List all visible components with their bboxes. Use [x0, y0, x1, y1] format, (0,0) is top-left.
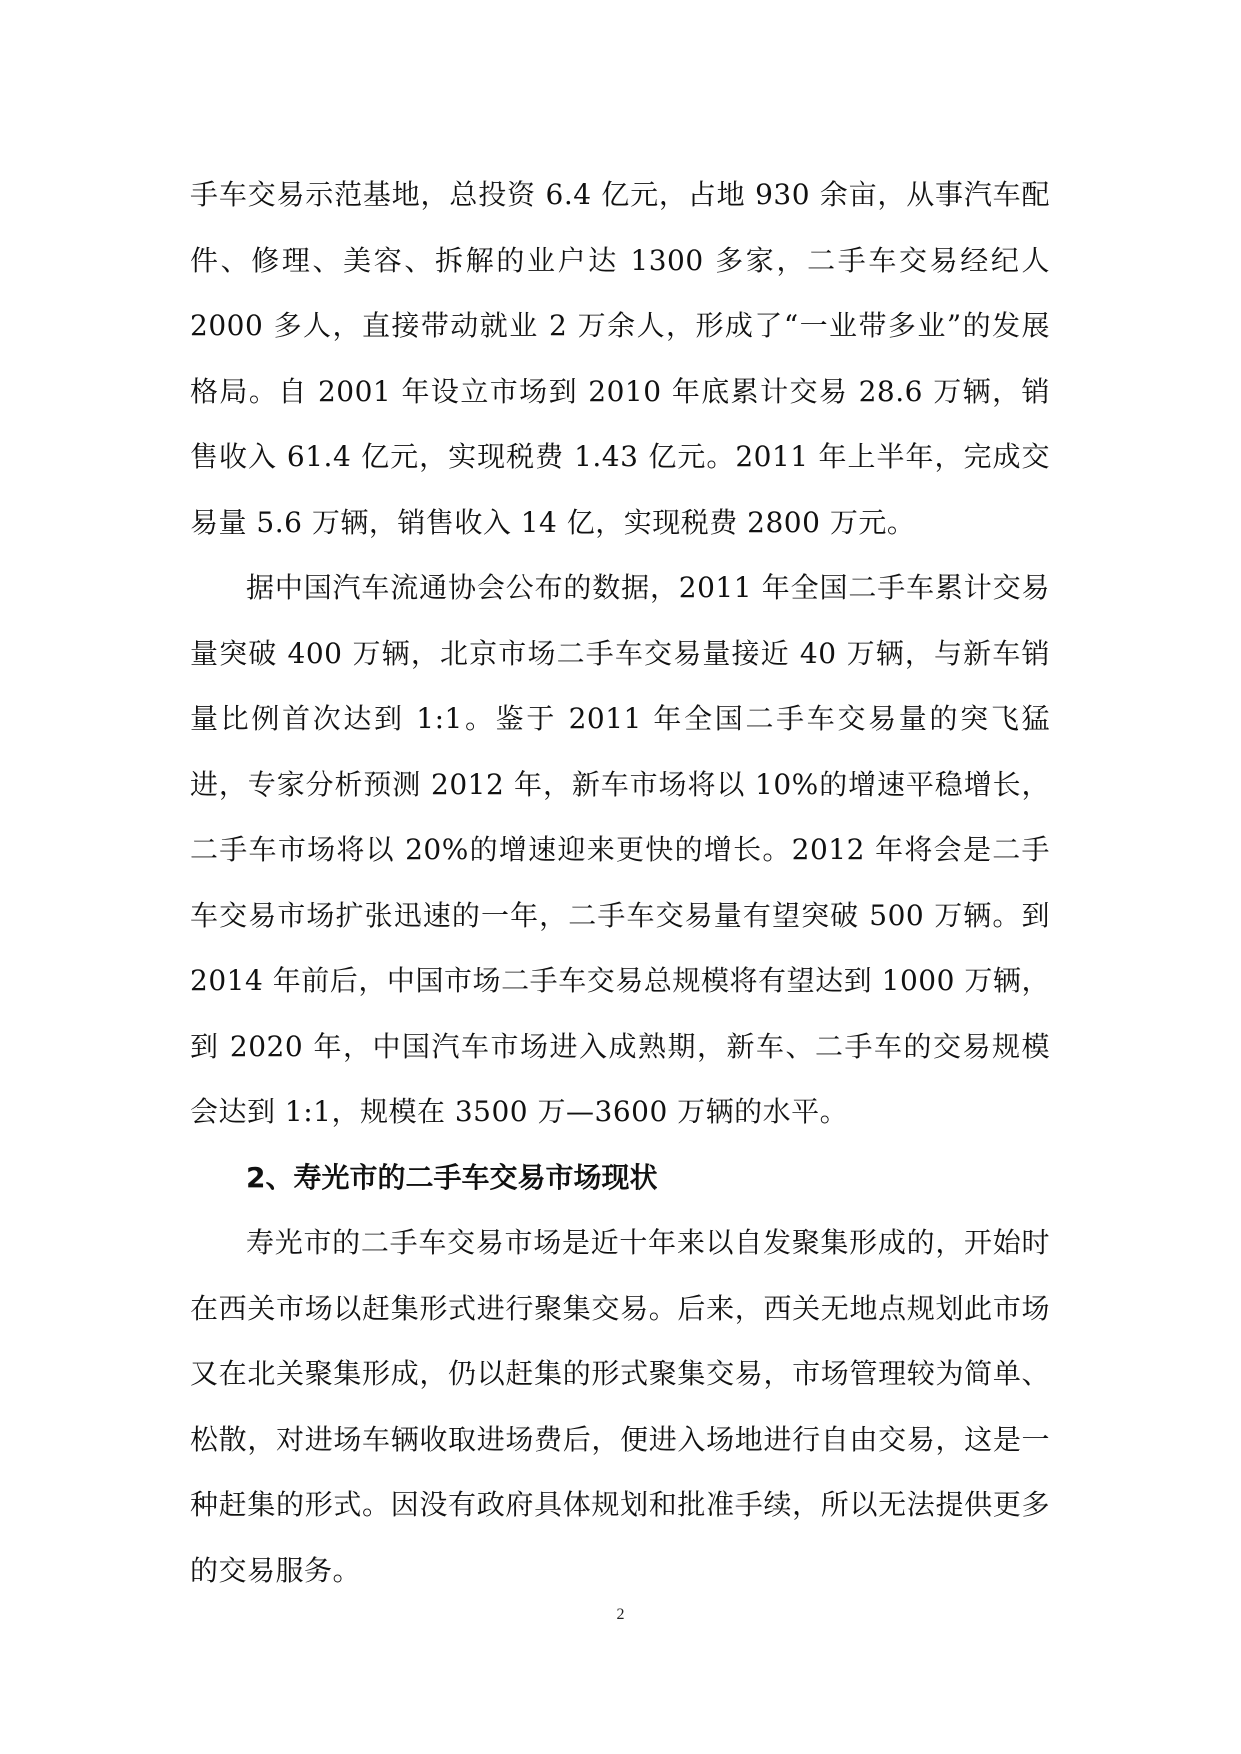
paragraph-national-data: 据中国汽车流通协会公布的数据，2011 年全国二手车累计交易量突破 400 万辆，北京市场二手车交易量接近 40 万辆，与新车销量比例首次达到 1:1。鉴于 2011 年全国二手车交易量的突飞猛进，专家分析预测 2012 年，新车市场将以 10%的增速平稳增长，二手车市场将以 20%的增速迎来更快的增长。2012 年将会是二手车交易市场扩张迅速的一年，二手车交易量有望突破 500 万辆。到 2014 年前后，中国市场二手车交易总规模将有望达到 1000 万辆，到 2020 年，中国汽车市场进入成熟期，新车、二手车的交易规模会达到 1:1，规模在 3500 万—3600 万辆的水平。	[190, 571, 1050, 1128]
document-body	[190, 162, 1050, 1603]
section-heading: 2、寿光市的二手车交易市场现状	[246, 1160, 658, 1194]
paragraph-shouguang-market: 寿光市的二手车交易市场是近十年来以自发聚集形成的，开始时在西关市场以赶集形式进行聚集交易。后来，西关无地点规划此市场又在北关聚集形成，仍以赶集的形式聚集交易，市场管理较为简单、松散，对进场车辆收取进场费后，便进入场地进行自由交易，这是一种赶集的形式。因没有政府具体规划和批准手续，所以无法提供更多的交易服务。	[190, 1226, 1050, 1587]
page-number: 2	[616, 1606, 625, 1623]
paragraph-continuation: 手车交易示范基地，总投资 6.4 亿元，占地 930 余亩，从事汽车配件、修理、美容、拆解的业户达 1300 多家，二手车交易经纪人 2000 多人，直接带动就业 2 万余人，形成了“一业带多业”的发展格局。自 2001 年设立市场到 2010 年底累计交易 28.6 万辆，销售收入 61.4 亿元，实现税费 1.43 亿元。2011 年上半年，完成交易量 5.6 万辆，销售收入 14 亿，实现税费 2800 万元。	[190, 178, 1050, 539]
